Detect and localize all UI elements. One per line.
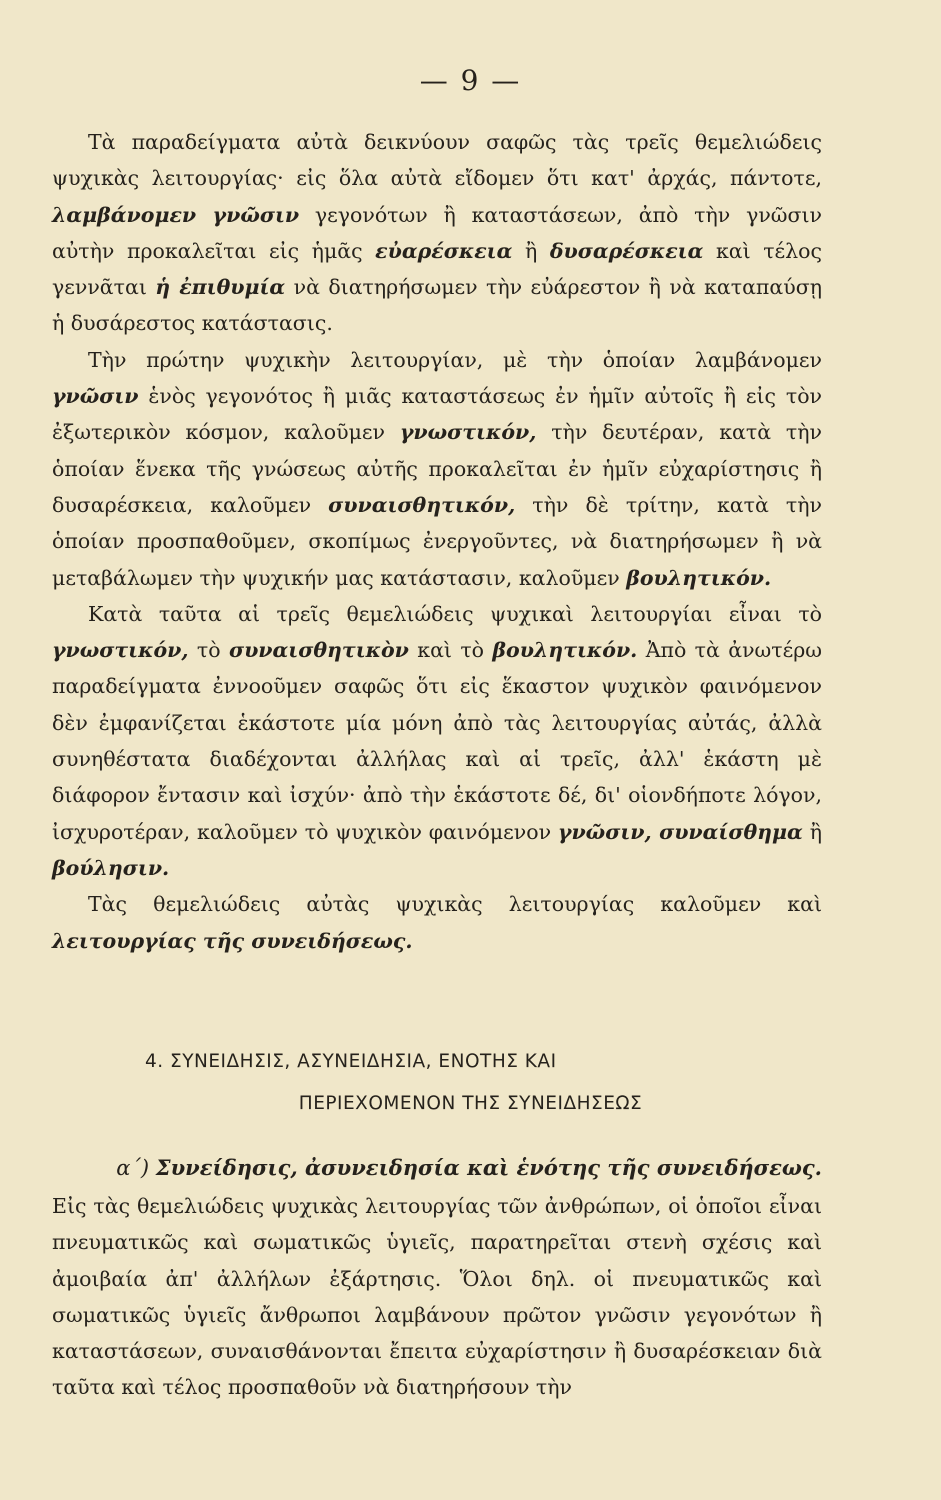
text-run: Τὴν πρώτην ψυχικὴν λειτουργίαν, μὲ τὴν ὁποίαν λαμβάνομεν xyxy=(88,347,822,372)
emphasis: ἡ ἐπιθυμία xyxy=(155,275,286,300)
text-run: Τὰ παραδείγματα αὐτὰ δεικνύουν σαφῶς τὰς τρεῖς θεμελιώδεις ψυχικὰς λειτουργίας· εἰς ὅλα αὐτὰ εἴδομεν ὅτι κατ' ἀρχάς, πάντοτε, xyxy=(52,130,822,191)
text-run: τὸ xyxy=(188,638,229,663)
paragraph-2 xyxy=(52,342,822,596)
text-run: καὶ τὸ xyxy=(408,638,493,663)
text-run: ἑνὸς γεγονότος ἢ μιᾶς καταστάσεως ἐν ἡμῖν αὐτοῖς ἢ εἰς τὸν ἐξωτερικὸν κόσμον, καλοῦμεν xyxy=(52,384,822,445)
text-run: νὰ διατηρήσωμεν τὴν εὐάρεστον ἢ νὰ καταπαύσῃ ἡ δυσάρεστος κατάστασις. xyxy=(52,275,822,336)
emphasis: λειτουργίας τῆς συνειδήσεως. xyxy=(52,928,413,953)
emphasis: λαμβάνομεν γνῶσιν xyxy=(52,202,300,227)
section-heading-line-2: ΠΕΡΙΕΧΟΜΕΝΟΝ ΤΗΣ ΣΥΝΕΙΔΗΣΕΩΣ xyxy=(298,1093,643,1114)
text-run: ἢ xyxy=(802,819,822,844)
emphasis: γνῶσιν xyxy=(52,384,139,409)
body-text-upper xyxy=(52,124,822,959)
text-run: τὴν δὲ τρίτην, κατὰ τὴν ὁποίαν προσπαθοῦμεν, σκοπίμως ἐνεργοῦντες, νὰ διατηρήσωμεν ἢ νὰ μεταβάλωμεν τὴν ψυχικήν μας κατάστασιν, καλοῦμεν xyxy=(52,492,822,590)
emphasis: γνωστικόν, xyxy=(52,638,189,663)
paragraph-3 xyxy=(52,596,822,886)
emphasis: δυσαρέσκεια xyxy=(549,238,704,263)
subsection-label: α΄) xyxy=(116,1156,156,1180)
text-run: καὶ τέλος γεννᾶται xyxy=(52,238,822,300)
emphasis: βούλησιν. xyxy=(52,855,170,880)
text-run: γεγονότων ἢ καταστάσεων, ἀπὸ τὴν γνῶσιν αὐτὴν προκαλεῖται εἰς ἡμᾶς xyxy=(52,202,822,263)
paragraph-5: Εἰς τὰς θεμελιώδεις ψυχικὰς λειτουργίας τῶν ἀνθρώπων, οἱ ὁποῖοι εἶναι πνευματικῶς καὶ σωματικῶς ὑγιεῖς, παρατηρεῖται στενὴ σχέσις καὶ ἀμοιβαία ἀπ' ἀλλήλων ἐξάρτησις. Ὅλοι δηλ. οἱ πνευματικῶς καὶ σωματικῶς ὑγιεῖς ἄνθρωποι λαμβάνουν πρῶτον γνῶσιν γεγονότων ἢ καταστάσεων, συναισθάνονται ἔπειτα εὐχαρίστησιν ἢ δυσαρέσκειαν διὰ ταῦτα καὶ τέλος προσπαθοῦν νὰ διατηρήσουν τὴν xyxy=(52,1194,822,1400)
text-run: Τὰς θεμελιώδεις αὐτὰς ψυχικὰς λειτουργίας καλοῦμεν καὶ xyxy=(88,892,822,917)
emphasis: γνῶσιν, συναίσθημα xyxy=(557,819,803,844)
section-heading-line-1: 4. ΣΥΝΕΙΔΗΣΙΣ, ΑΣΥΝΕΙΔΗΣΙΑ, ΕΝΟΤΗΣ ΚΑΙ xyxy=(145,1051,557,1072)
subsection-title-text: Συνείδησις, ἀσυνειδησία καὶ ἑνότης τῆς συνειδήσεως. xyxy=(155,1155,822,1180)
paragraph-1 xyxy=(52,124,822,342)
page-number: — 9 — xyxy=(419,64,522,97)
body-text-lower xyxy=(52,1188,822,1406)
text-run: Κατὰ ταῦτα αἱ τρεῖς θεμελιώδεις ψυχικαὶ λειτουργίαι εἶναι τὸ xyxy=(88,601,822,626)
emphasis: βουλητικόν. xyxy=(492,638,638,663)
emphasis: γνωστικόν, xyxy=(399,420,537,445)
text-run: τὴν δευτέραν, κατὰ τὴν ὁποίαν ἕνεκα τῆς γνώσεως αὐτῆς προκαλεῖται ἐν ἡμῖν εὐχαρίστησις ἢ δυσαρέσκεια, καλοῦμεν xyxy=(52,420,823,517)
text-run: ἢ xyxy=(512,238,550,263)
emphasis: συναισθητικόν, xyxy=(328,492,516,517)
subsection-title xyxy=(52,1150,822,1186)
emphasis: εὐαρέσκεια xyxy=(375,238,513,263)
emphasis: βουλητικόν. xyxy=(626,565,772,590)
text-run: Ἀπὸ τὰ ἀνωτέρω παραδείγματα ἐννοοῦμεν σαφῶς ὅτι εἰς ἕκαστον ψυχικὸν φαινόμενον δὲν ἐμφανίζεται ἑκάστοτε μία μόνη ἀπὸ τὰς λειτουργίας αὐτάς, ἀλλὰ συνηθέστατα διαδέχονται ἀλλήλας καὶ αἱ τρεῖς, ἀλλ' ἑκάστη μὲ διάφορον ἔντασιν καὶ ἰσχύν· ἀπὸ τὴν ἑκάστοτε δέ, δι' οἱονδήποτε λόγον, ἰσχυροτέραν, καλοῦμεν τὸ ψυχικὸν φαινόμενον xyxy=(52,638,822,844)
emphasis: συναισθητικὸν xyxy=(228,638,409,663)
paragraph-4 xyxy=(52,886,822,959)
